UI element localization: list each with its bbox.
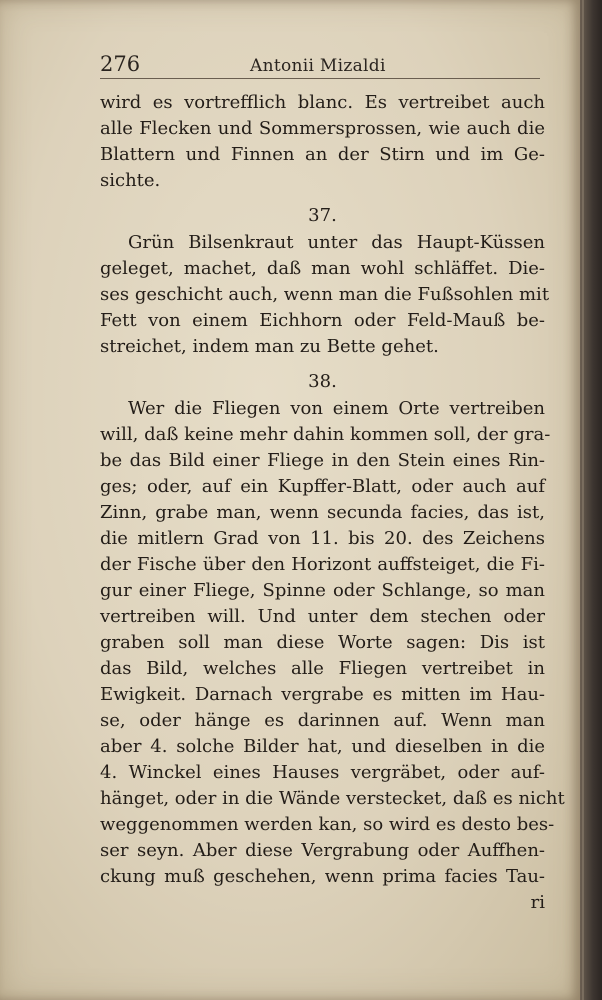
- text-block: [100, 90, 565, 916]
- text-line: geleget, machet, daß man wohl schläffet. Die-: [100, 258, 545, 279]
- text-line: Fett von einem Eichhorn oder Feld-Mauß be-: [100, 310, 545, 331]
- text-line: Wer die Fliegen von einem Orte vertreiben: [128, 398, 545, 419]
- text-line: Blattern und Finnen an der Stirn und im Ge-: [100, 144, 545, 165]
- text-line: ckung muß geschehen, wenn prima facies Tau-: [100, 866, 545, 887]
- section-number-38: 38.: [308, 371, 337, 392]
- running-head: Antonii Mizaldi: [250, 56, 386, 76]
- page-number: 276: [100, 52, 141, 76]
- book-spine: [580, 0, 602, 1000]
- text-line: Zinn, grabe man, wenn secunda facies, das ist,: [100, 502, 545, 523]
- text-line: will, daß keine mehr dahin kommen soll, der gra-: [100, 424, 551, 445]
- text-line: ses geschicht auch, wenn man die Fußsohlen mit: [100, 284, 550, 305]
- text-line: weggenommen werden kan, so wird es desto bes-: [100, 814, 555, 835]
- page-edge: [582, 0, 584, 1000]
- text-line: das Bild, welches alle Fliegen vertreibet in: [100, 658, 545, 679]
- text-line: der Fische über den Horizont auffsteiget, die Fi-: [100, 554, 545, 575]
- text-line: die mitlern Grad von 11. bis 20. des Zeichens: [100, 528, 545, 549]
- text-line: Ewigkeit. Darnach vergrabe es mitten im Hau-: [100, 684, 545, 705]
- text-line: aber 4. solche Bilder hat, und dieselben in die: [100, 736, 545, 757]
- paragraph-continued: [100, 90, 545, 194]
- text-line: ser seyn. Aber diese Vergrabung oder Auffhen-: [100, 840, 545, 861]
- text-line: wird es vortrefflich blanc. Es vertreibet auch: [100, 92, 545, 113]
- catchword: ri: [530, 892, 545, 913]
- text-line: gur einer Fliege, Spinne oder Schlange, so man: [100, 580, 545, 601]
- text-line: hänget, oder in die Wände verstecket, daß es nicht: [100, 788, 565, 809]
- text-line: 4. Winckel eines Hauses vergräbet, oder auf-: [100, 762, 545, 783]
- text-line: sichte.: [100, 170, 161, 191]
- paragraph-37: [100, 230, 550, 360]
- text-line: be das Bild einer Fliege in den Stein eines Rin-: [100, 450, 545, 471]
- text-line: streichet, indem man zu Bette gehet.: [100, 336, 439, 357]
- text-line: graben soll man diese Worte sagen: Dis ist: [100, 632, 545, 653]
- text-line: ges; oder, auf ein Kupffer-Blatt, oder auch auf: [100, 476, 545, 497]
- section-number-37: 37.: [308, 205, 337, 226]
- text-line: alle Flecken und Sommersprossen, wie auch die: [100, 118, 545, 139]
- page-header: [100, 52, 540, 82]
- text-line: se, oder hänge es darinnen auf. Wenn man: [100, 710, 545, 731]
- header-rule: [100, 78, 540, 79]
- text-line: vertreiben will. Und unter dem stechen oder: [100, 606, 545, 627]
- text-line: Grün Bilsenkraut unter das Haupt-Küssen: [128, 232, 545, 253]
- paragraph-38: [100, 396, 565, 916]
